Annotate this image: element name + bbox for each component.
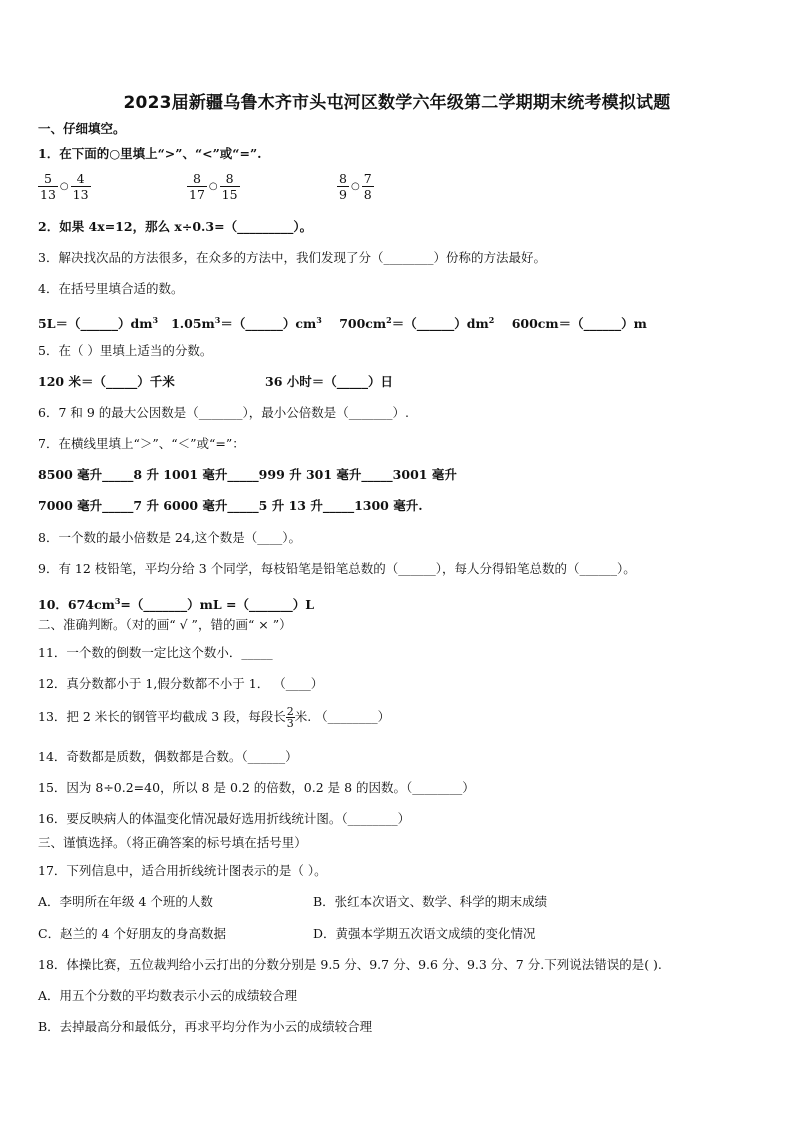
question-2: 2．如果 4x=12，那么 x÷0.3=（_________）。: [38, 219, 313, 234]
q1-pair-3: [337, 171, 374, 202]
fraction: $\frac{5}{13}$: [40, 171, 56, 202]
question-6: 6．7 和 9 的最大公因数是（_______），最小公倍数是（_______）.: [38, 405, 410, 420]
compare-circle[interactable]: ○: [59, 181, 69, 192]
question-8: 8．一个数的最小倍数是 24,这个数是（____）。: [38, 530, 302, 545]
section-heading-choice: 三、谨慎选择。（将正确答案的标号填在括号里）: [38, 835, 307, 850]
question-18: 18．体操比赛，五位裁判给小云打出的分数分别是 9.5 分、9.7 分、9.6 分、9.3 分、7 分.下列说法错误的是( ).: [38, 957, 662, 972]
q1-fraction-row: [0, 171, 794, 211]
question-3: 3．解决找次品的方法很多，在众多的方法中，我们发现了分（________）份称的方法最好。: [38, 250, 546, 265]
question-12: 12．真分数都小于 1,假分数都不小于 1． （____）: [38, 676, 324, 691]
q18-option-b[interactable]: B．去掉最高分和最低分，再求平均分作为小云的成绩较合理: [38, 1019, 373, 1034]
section-heading-fill: 一、仔细填空。: [38, 121, 126, 136]
question-13: 13．把 2 米长的钢管平均截成 3 段，每段长 $\frac{2}{3}$ 米. （________）: [38, 705, 391, 730]
question-7-row-1: 8500 毫升_____8 升 1001 毫升_____999 升 301 毫升_____3001 毫升: [38, 467, 457, 482]
q17-option-c[interactable]: C．赵兰的 4 个好朋友的身高数据: [38, 926, 226, 941]
page-title: 2023届新疆乌鲁木齐市头屯河区数学六年级第二学期期末统考模拟试题: [123, 93, 671, 113]
question-5-a: 120 米＝（_____）千米: [38, 374, 175, 389]
question-11: 11．一个数的倒数一定比这个数小．_____: [38, 645, 273, 660]
question-17: 17．下列信息中，适合用折线统计图表示的是（ ）。: [38, 863, 327, 878]
fraction: $\frac{7}{8}$: [363, 171, 372, 202]
q17-option-d[interactable]: D．黄强本学期五次语文成绩的变化情况: [313, 926, 536, 941]
fraction: $\frac{8}{17}$: [189, 171, 205, 202]
question-1: 1．在下面的○里填上“>”、“<”或“=”.: [38, 146, 262, 161]
q17-option-a[interactable]: A．李明所在年级 4 个班的人数: [38, 894, 213, 909]
question-10: 10．$674cm^3=(\_\_\_\_\_\_\_)mL$ =（_______）L: [38, 596, 315, 613]
q1-pair-1: [38, 171, 91, 202]
fraction: $\frac{4}{13}$: [72, 171, 89, 202]
question-4: 4．在括号里填合适的数。: [38, 281, 184, 296]
question-4-blanks: $5L=(\_\_\_\_\_\_)dm^3$ $1.05m^3=(\_\_\_\_\_\_)cm^3$ $700cm^2=(\_\_\_\_\_\_)dm^2$ 600cm＝（______）m: [38, 315, 647, 332]
fraction: $\frac{2}{3}$: [286, 705, 294, 730]
question-5: 5．在（ ）里填上适当的分数。: [38, 343, 213, 358]
question-9: 9．有 12 枝铅笔，平均分给 3 个同学，每枝铅笔是铅笔总数的（______），每人分得铅笔总数的（______）。: [38, 561, 636, 576]
fraction: $\frac{8}{15}$: [221, 171, 238, 202]
fraction: $\frac{8}{9}$: [339, 171, 347, 202]
q18-option-a[interactable]: A．用五个分数的平均数表示小云的成绩较合理: [38, 988, 298, 1003]
question-15: 15．因为 8÷0.2=40，所以 8 是 0.2 的倍数，0.2 是 8 的因数。（________）: [38, 780, 475, 795]
question-14: 14．奇数都是质数，偶数都是合数。（______）: [38, 749, 298, 764]
section-heading-judge: 二、准确判断。（对的画“ √ ”，错的画“ × ”）: [38, 617, 292, 632]
q17-option-b[interactable]: B．张红本次语文、数学、科学的期末成绩: [313, 894, 548, 909]
question-16: 16．要反映病人的体温变化情况最好选用折线统计图。（________）: [38, 811, 411, 826]
q1-pair-2: [187, 171, 240, 202]
question-5-b: 36 小时＝（_____）日: [265, 374, 393, 389]
compare-circle[interactable]: ○: [208, 181, 218, 192]
question-7-row-2: 7000 毫升_____7 升 6000 毫升_____5 升 13 升_____1300 毫升.: [38, 498, 423, 513]
compare-circle[interactable]: ○: [350, 181, 360, 192]
question-7: 7．在横线里填上“＞”、“＜”或“=”：: [38, 436, 245, 451]
